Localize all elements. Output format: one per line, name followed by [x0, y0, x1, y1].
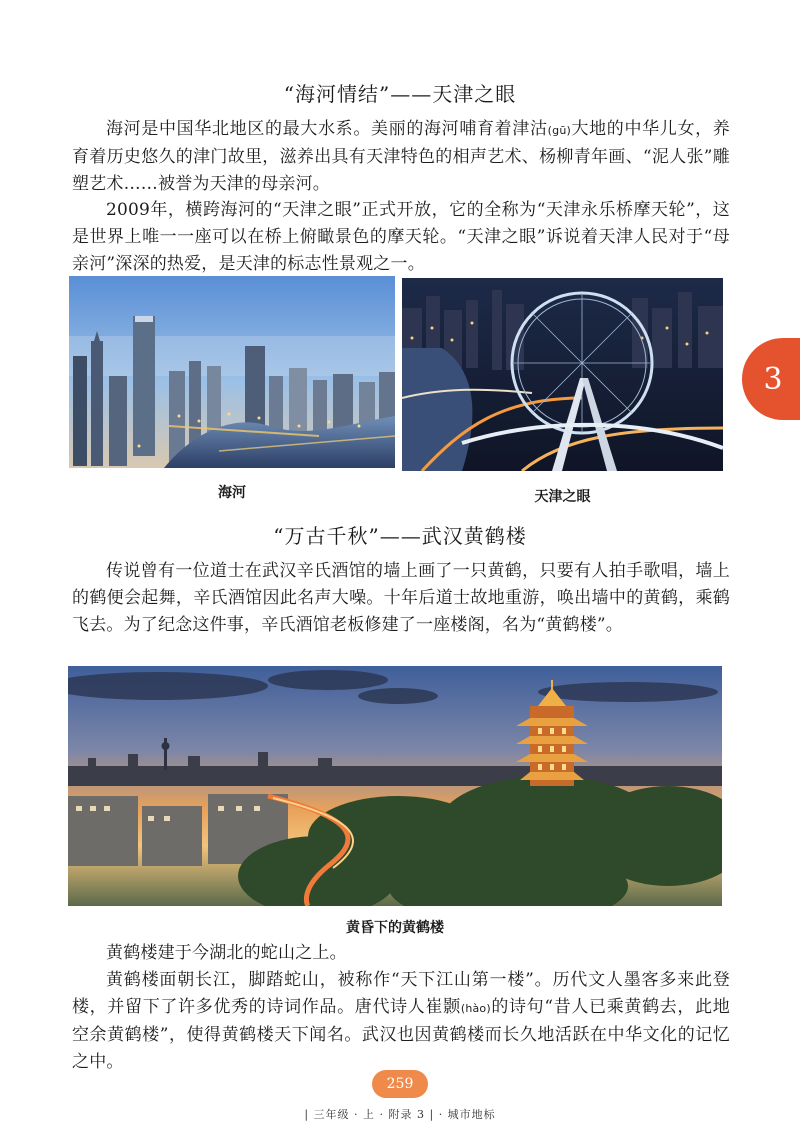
paragraph-location: 黄鹤楼建于今湖北的蛇山之上。 — [106, 943, 347, 963]
section-title-tianjin: “海河情结”——天津之眼 — [283, 82, 517, 106]
paragraph-poetry — [72, 967, 730, 1076]
paragraph-haihe — [72, 116, 730, 198]
photo-haihe — [69, 276, 395, 468]
photo-tianjin-eye — [402, 278, 723, 471]
paragraph-poetry-text-b: 的诗句“昔人已乘黄鹤去，此地空余黄鹤楼”，使得黄鹤楼天下闻名。武汉也因黄鹤楼而长久地活跃在中华文化的记忆之中。 — [72, 997, 730, 1072]
paragraph-haihe-text-b: 大地的中华儿女，养育着历史悠久的津门故里，滋养出具有天津特色的相声艺术、杨柳青年画、“泥人张”雕塑艺术……被誉为天津的母亲河。 — [72, 119, 730, 194]
paragraph-poetry-text-a: 黄鹤楼面朝长江，脚踏蛇山，被称作“天下江山第一楼”。历代文人墨客多来此登楼，并留下了许多优秀的诗词作品。唐代诗人崔颢 — [72, 970, 730, 1017]
chapter-tab: 3 — [742, 338, 800, 420]
pinyin-hao: (hào) — [460, 1002, 491, 1015]
photo-yellow-crane-tower — [68, 666, 722, 906]
caption-yellow-crane-tower: 黄昏下的黄鹤楼 — [346, 920, 444, 936]
page-number: 259 — [372, 1070, 428, 1098]
paragraph-tianjin-eye: 2009年，横跨海河的“天津之眼”正式开放，它的全称为“天津永乐桥摩天轮”，这是世界上唯一一座可以在桥上俯瞰景色的摩天轮。“天津之眼”诉说着天津人民对于“母亲河”深深的热爱，是天津的标志性景观之一。 — [72, 200, 730, 274]
section-title-wuhan: “万古千秋”——武汉黄鹤楼 — [273, 524, 527, 548]
caption-tianjin-eye: 天津之眼 — [534, 489, 591, 505]
caption-haihe: 海河 — [218, 485, 246, 501]
pinyin-gu: (gū) — [547, 124, 571, 137]
footer-breadcrumb: | 三年级 · 上 · 附录 3 | · 城市地标 — [304, 1108, 496, 1121]
paragraph-haihe-text-a: 海河是中国华北地区的最大水系。美丽的海河哺育着津沽 — [106, 119, 548, 139]
paragraph-legend: 传说曾有一位道士在武汉辛氏酒馆的墙上画了一只黄鹤，只要有人拍手歌唱，墙上的鹤便会起舞，辛氏酒馆因此名声大噪。十年后道士故地重游，唤出墙中的黄鹤，乘鹤飞去。为了纪念这件事，辛氏酒馆老板修建了一座楼阁，名为“黄鹤楼”。 — [72, 561, 730, 635]
